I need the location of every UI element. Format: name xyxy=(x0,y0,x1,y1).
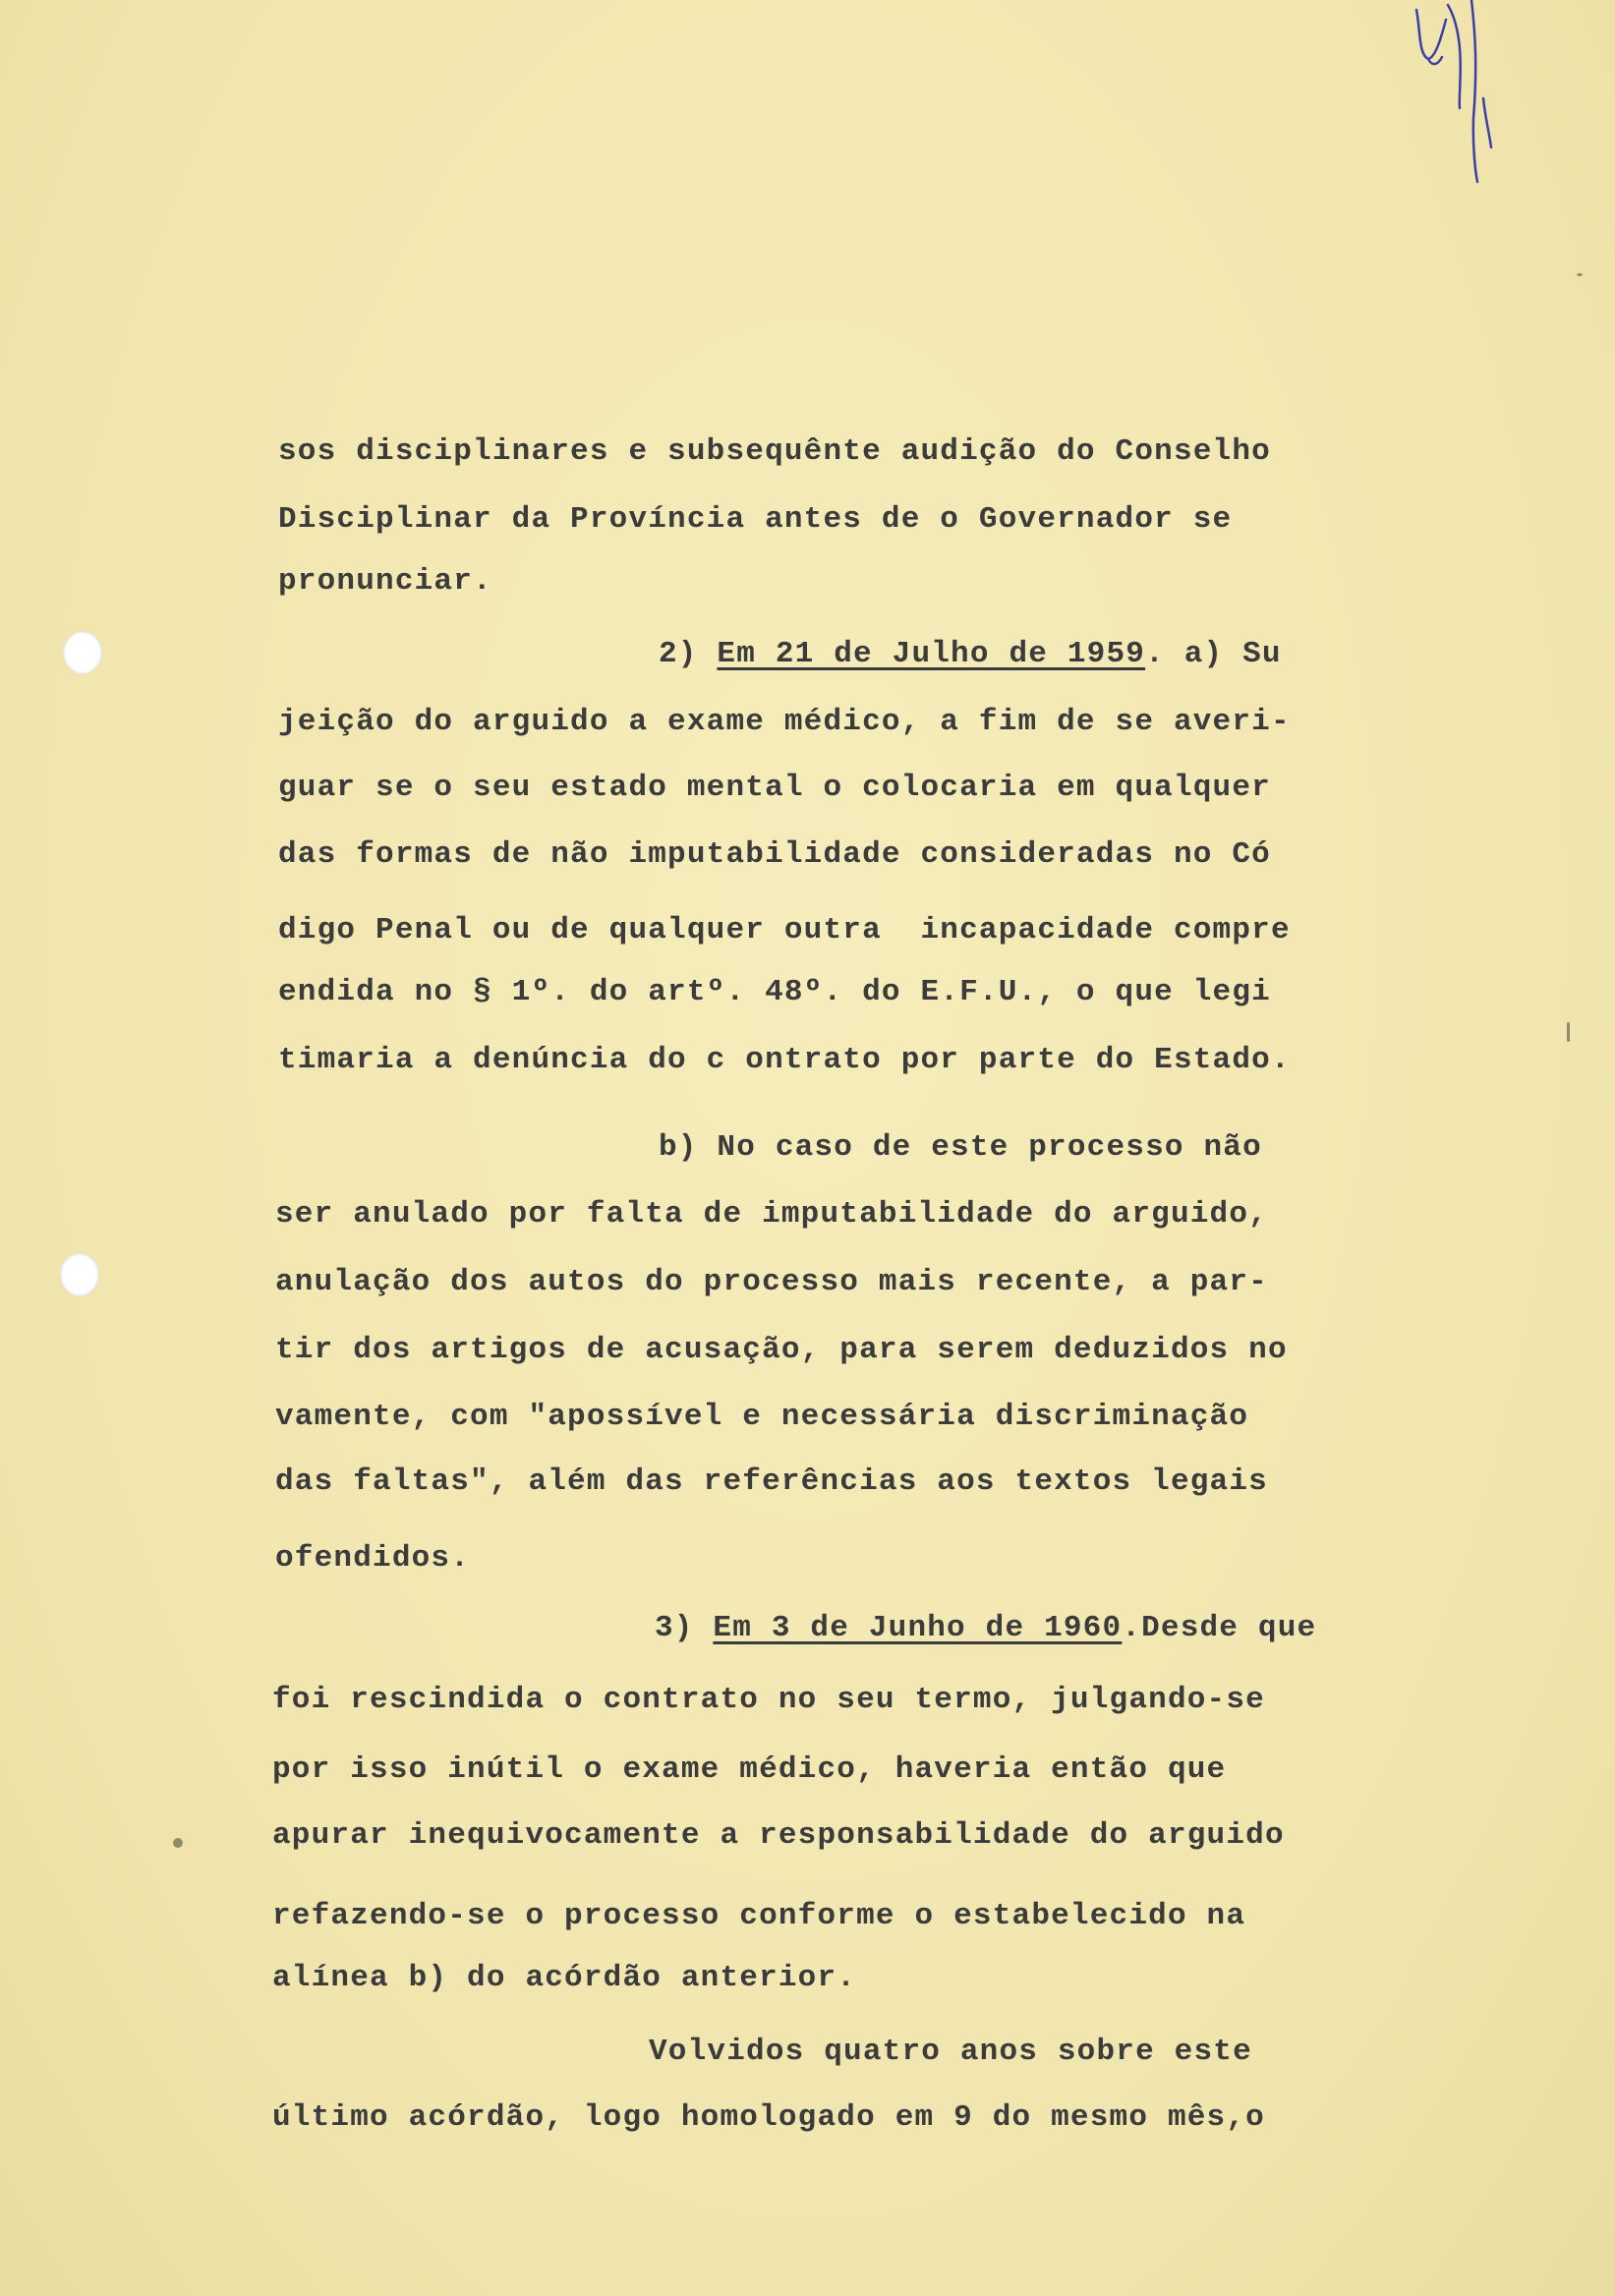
text-line-9: endida no § 1º. do artº. 48º. do E.F.U., o que legi xyxy=(278,975,1271,1009)
text-line-22: refazendo-se o processo conforme o estabelecido na xyxy=(272,1899,1246,1933)
text-line-4 xyxy=(659,637,1282,671)
text-line-18 xyxy=(655,1611,1316,1645)
date-heading-1960: Em 3 de Junho de 1960 xyxy=(713,1611,1123,1645)
text-line-13: anulação dos autos do processo mais recente, a par- xyxy=(275,1265,1268,1299)
text-line-15: vamente, com "apossível e necessária discriminação xyxy=(275,1400,1249,1434)
text-line-3: pronunciar. xyxy=(278,564,492,599)
date-heading-1959: Em 21 de Julho de 1959 xyxy=(717,637,1146,671)
item-number-3: 3) xyxy=(655,1611,694,1645)
text-line-25: último acórdão, logo homologado em 9 do mesmo mês,o xyxy=(272,2100,1265,2135)
item-a-start: . a) Su xyxy=(1145,637,1282,671)
text-line-7: das formas de não imputabilidade consideradas no Có xyxy=(278,837,1271,872)
text-line-23: alínea b) do acórdão anterior. xyxy=(272,1961,857,1995)
text-line-1: sos disciplinares e subsequênte audição do Conselho xyxy=(278,434,1271,469)
text-line-19: foi rescindida o contrato no seu termo, julgando-se xyxy=(272,1683,1265,1717)
text-line-21: apurar inequivocamente a responsabilidade do arguido xyxy=(272,1818,1285,1853)
text-line-14: tir dos artigos de acusação, para serem deduzidos no xyxy=(275,1333,1288,1367)
item-number-2: 2) xyxy=(659,637,698,671)
text-line-2: Disciplinar da Província antes de o Governador se xyxy=(278,502,1233,537)
paper-speck xyxy=(1577,273,1583,276)
text-line-20: por isso inútil o exame médico, haveria então que xyxy=(272,1752,1227,1787)
text-line-17: ofendidos. xyxy=(275,1541,471,1576)
handwritten-mark xyxy=(1399,0,1546,197)
punch-hole-top xyxy=(63,631,102,674)
text-line-5: jeição do arguido a exame médico, a fim de se averi- xyxy=(278,705,1291,739)
paper-speck xyxy=(173,1838,183,1848)
text-line-6: guar se o seu estado mental o colocaria em qualquer xyxy=(278,771,1271,805)
text-line-10: timaria a denúncia do c ontrato por parte do Estado. xyxy=(278,1043,1291,1077)
text-line-12: ser anulado por falta de imputabilidade do arguido, xyxy=(275,1197,1268,1232)
text-line-8: digo Penal ou de qualquer outra incapacidade compre xyxy=(278,913,1291,947)
item-3-start: .Desde que xyxy=(1122,1611,1317,1645)
paper-speck xyxy=(1567,1022,1570,1042)
text-line-11: b) No caso de este processo não xyxy=(659,1130,1262,1165)
text-line-24: Volvidos quatro anos sobre este xyxy=(649,2035,1252,2069)
punch-hole-bottom xyxy=(60,1253,99,1296)
text-line-16: das faltas", além das referências aos textos legais xyxy=(275,1464,1268,1499)
